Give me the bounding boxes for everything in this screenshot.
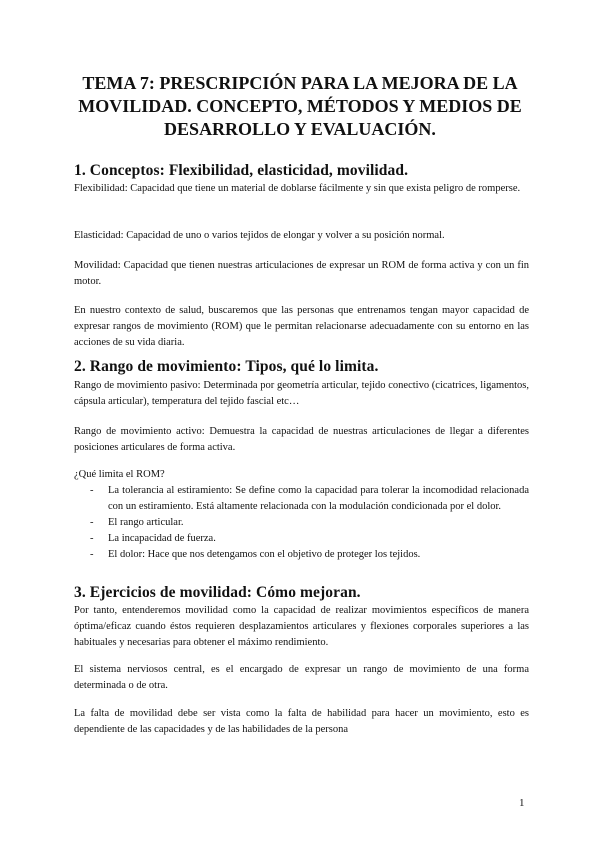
list-item (74, 515, 529, 531)
list-item (74, 483, 529, 515)
section-2-paragraph-pasivo: Rango de movimiento pasivo: Determinada por geometría articular, tejido conectivo (cicatrices, ligamentos, cápsula articular), temperatura del tejido fascial etc… (74, 380, 529, 407)
list-item (74, 531, 529, 547)
list-item-text: El rango articular. (108, 517, 184, 528)
list-dash: - (90, 517, 94, 528)
section-1-paragraph-flexibilidad: Flexibilidad: Capacidad que tiene un material de doblarse fácilmente y sin que exista peligro de romperse. (74, 183, 521, 194)
list-dash: - (90, 549, 94, 560)
rom-limits-list (74, 483, 529, 563)
section-2-heading: 2. Rango de movimiento: Tipos, qué lo limita. (74, 358, 379, 375)
list-item (74, 547, 529, 563)
section-3-heading: 3. Ejercicios de movilidad: Cómo mejoran. (74, 584, 361, 601)
list-dash: - (90, 533, 94, 544)
section-1-paragraph-elasticidad: Elasticidad: Capacidad de uno o varios tejidos de elongar y volver a su posición normal. (74, 230, 445, 241)
section-1-heading: 1. Conceptos: Flexibilidad, elasticidad, movilidad. (74, 162, 409, 179)
section-3-paragraph-definicion: Por tanto, entenderemos movilidad como la capacidad de realizar movimientos específicos de manera óptima/eficaz cuando éstos requieren desplazamientos articulares y flexiones corporales superiores a las habituales y necesarias para obtener el máximo rendimiento. (74, 605, 529, 648)
list-item-text: El dolor: Hace que nos detengamos con el objetivo de proteger los tejidos. (108, 549, 421, 560)
section-2-paragraph-activo: Rango de movimiento activo: Demuestra la capacidad de nuestras articulaciones de llegar a diferentes posiciones articulares de forma activa. (74, 426, 529, 453)
list-item-text: La tolerancia al estiramiento: Se define como la capacidad para tolerar la incomodidad relacionada con un estiramiento. Está altamente relacionada con la modulación condicionada por el dolor. (108, 485, 529, 512)
list-item-text: La incapacidad de fuerza. (108, 533, 216, 544)
section-2-question: ¿Qué limita el ROM? (74, 469, 165, 480)
section-3-paragraph-falta: La falta de movilidad debe ser vista como la falta de habilidad para hacer un movimiento, esto es dependiente de las capacidades y de las habilidades de la persona (74, 708, 529, 735)
list-dash: - (90, 485, 94, 496)
document-title: TEMA 7: PRESCRIPCIÓN PARA LA MEJORA DE LA MOVILIDAD. CONCEPTO, MÉTODOS Y MEDIOS DE DESARROLLO Y EVALUACIÓN. (78, 73, 522, 139)
page-number: 1 (519, 797, 525, 809)
section-1-paragraph-contexto: En nuestro contexto de salud, buscaremos que las personas que entrenamos tengan mayor capacidad de expresar rangos de movimiento (ROM) que le permitan relacionarse adecuadamente con su entorno en las acciones de su vida diaria. (74, 305, 529, 348)
section-1-paragraph-movilidad: Movilidad: Capacidad que tienen nuestras articulaciones de expresar un ROM de forma activa y con un fin motor. (74, 260, 529, 287)
section-3-paragraph-snc: El sistema nerviosos central, es el encargado de expresar un rango de movimiento de una forma determinada o de otra. (74, 664, 529, 691)
